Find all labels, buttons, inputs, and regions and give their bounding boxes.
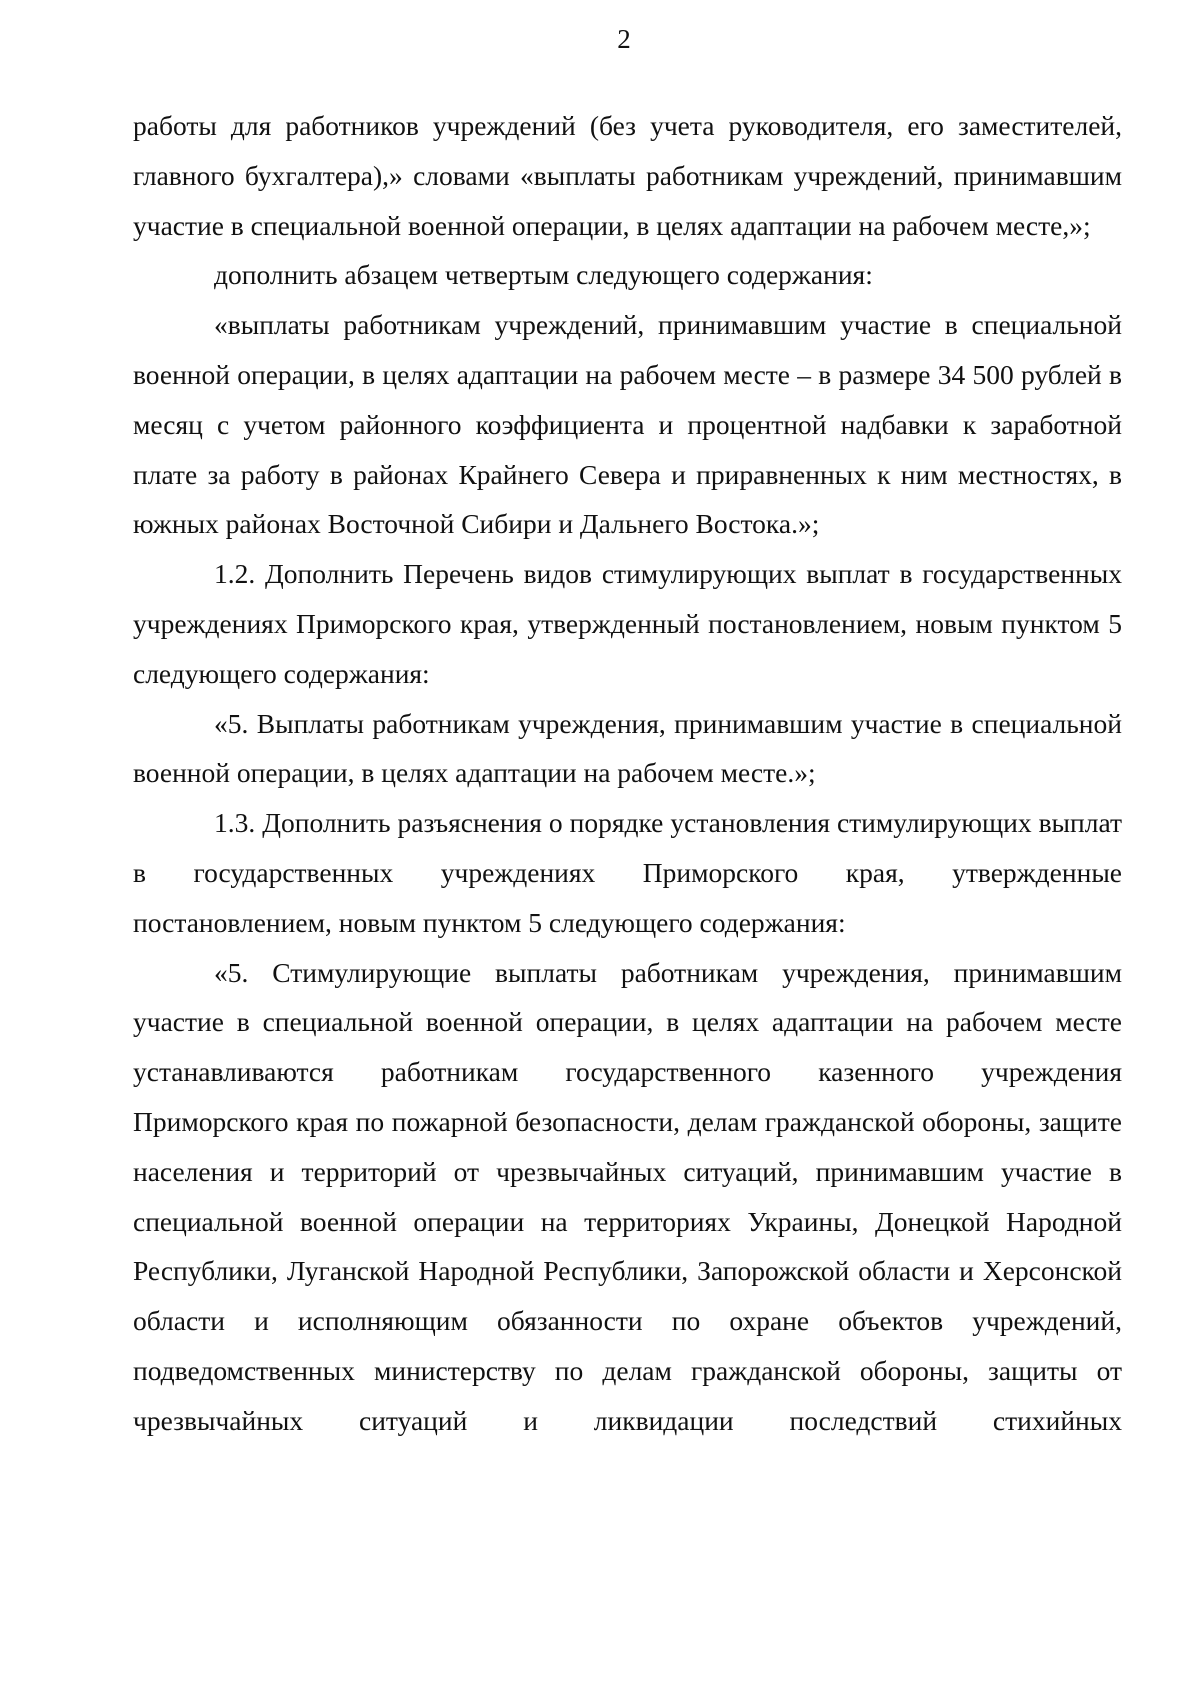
paragraph-add-fourth-abzac: дополнить абзацем четвертым следующего содержания: bbox=[214, 259, 873, 291]
paragraph-item-1-2: 1.2. Дополнить Перечень видов стимулирующих выплат в государственных учреждениях Приморского края, утвержденный постановлением, новым пунктом 5 следующего содержания: bbox=[133, 558, 1122, 689]
paragraph-item-1-3: 1.3. Дополнить разъяснения о порядке установления стимулирующих выплат в государственных учреждениях Приморского края, утвержденные постановлением, новым пунктом 5 следующего содержания: bbox=[133, 807, 1122, 938]
paragraph-explanation-item-5: «5. Стимулирующие выплаты работникам учреждения, принимавшим участие в специальной военной операции, в целях адаптации на рабочем месте устанавливаются работникам государственного казенного учреждения Приморского края по пожарной безопасности, делам гражданской обороны, защите населения и территорий от чрезвычайных ситуаций, принимавшим участие в специальной военной операции на территориях Украины, Донецкой Народной Республики, Луганской Народной Республики, Запорожской области и Херсонской области и исполняющим обязанности по охране объектов учреждений, подведомственных министерству по делам гражданской обороны, защиты от чрезвычайных ситуаций и ликвидации последствий стихийных bbox=[133, 956, 1122, 1436]
paragraph-quote-item-5: «5. Выплаты работникам учреждения, принимавшим участие в специальной военной операции, в целях адаптации на рабочем месте.»; bbox=[133, 707, 1122, 789]
document-body bbox=[133, 101, 1122, 1446]
paragraph-continuation: работы для работников учреждений (без учета руководителя, его заместителей, главного бухгалтера),» словами «выплаты работникам учреждений, принимавшим участие в специальной военной операции, в целях адаптации на рабочем месте,»; bbox=[133, 110, 1122, 241]
page-number: 2 bbox=[617, 24, 631, 54]
paragraph-payment-amount: «выплаты работникам учреждений, принимавшим участие в специальной военной операции, в целях адаптации на рабочем месте – в размере 34 500 рублей в месяц с учетом районного коэффициента и процентной надбавки к заработной плате за работу в районах Крайнего Севера и приравненных к ним местностях, в южных районах Восточной Сибири и Дальнего Востока.»; bbox=[133, 309, 1122, 540]
